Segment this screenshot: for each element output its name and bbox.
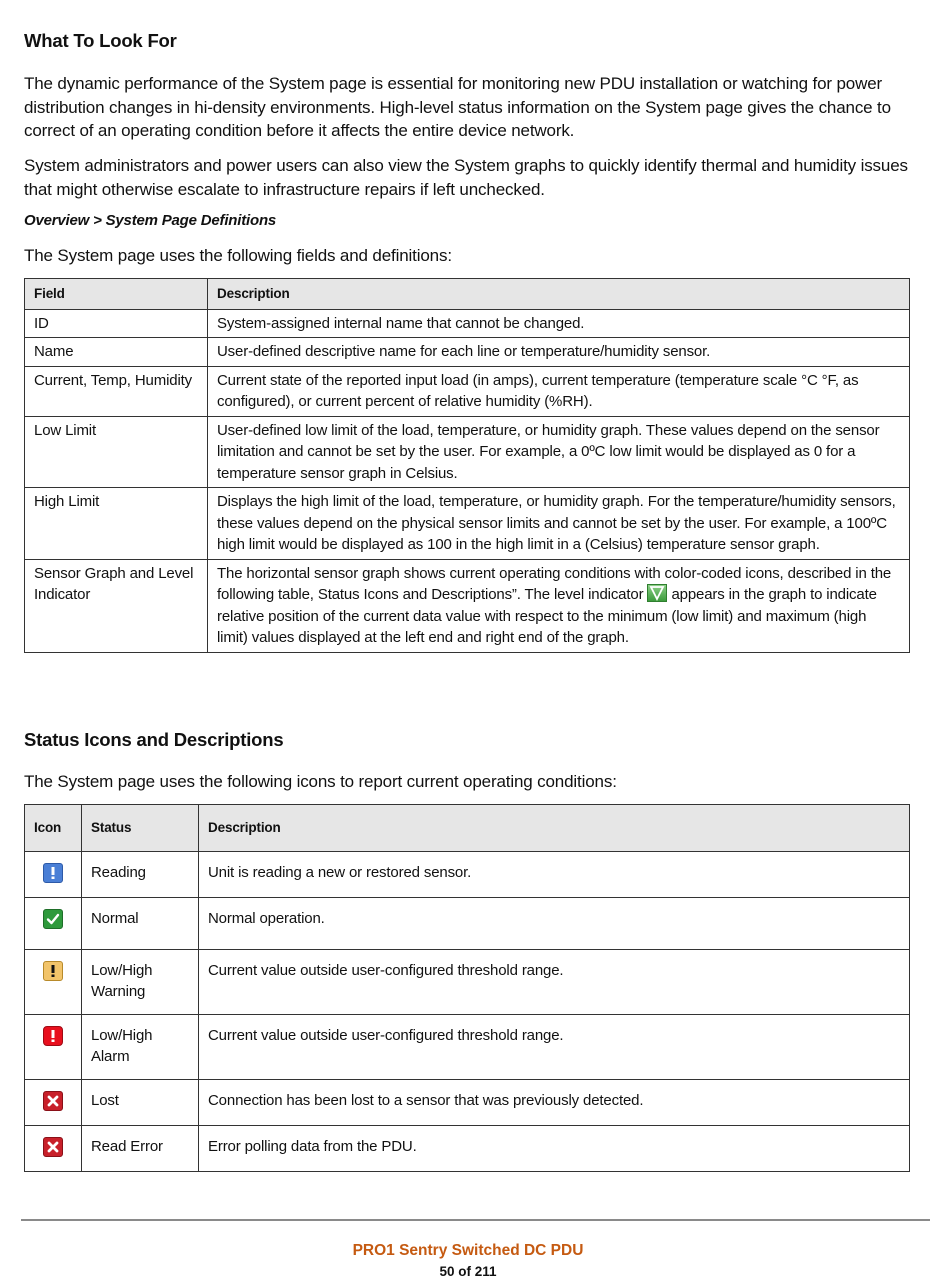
table-row <box>25 488 910 560</box>
description-cell <box>208 559 910 652</box>
footer-document-title: PRO1 Sentry Switched DC PDU <box>352 1242 584 1259</box>
icon-cell <box>25 1014 82 1079</box>
status-cell: Normal <box>82 897 199 949</box>
section-title-status-icons: Status Icons and Descriptions <box>24 729 284 750</box>
header-description: Description <box>208 279 910 310</box>
section-title-what-to-look-for: What To Look For <box>24 30 177 51</box>
description-cell: Error polling data from the PDU. <box>199 1125 910 1171</box>
check-icon <box>43 909 63 929</box>
table-row <box>25 897 910 949</box>
table-row <box>25 949 910 1014</box>
table-row <box>25 338 910 367</box>
description-cell: System-assigned internal name that cannot be changed. <box>208 309 910 338</box>
level-indicator-icon <box>647 584 667 602</box>
table-row <box>25 366 910 416</box>
warning-exclamation-icon <box>43 961 63 981</box>
description-text-after-icon: appears in the graph to indicate relative position of the current data value with respect to the minimum (low limit) and maximum (high limit) values displayed at the left end and right end of the graph. <box>217 586 877 646</box>
description-cell: Connection has been lost to a sensor that was previously detected. <box>199 1079 910 1125</box>
status-intro: The System page uses the following icons to report current operating conditions: <box>24 772 617 791</box>
icon-cell <box>25 897 82 949</box>
header-field: Field <box>25 279 208 310</box>
description-cell: User-defined low limit of the load, temperature, or humidity graph. These values depend on the sensor limitation and cannot be set by the user. For example, a 0ºC low limit would be displayed as 0 for a temperature sensor graph in Celsius. <box>208 416 910 488</box>
field-cell: Current, Temp, Humidity <box>25 366 208 416</box>
icon-cell <box>25 851 82 897</box>
footer-page-number: 50 of 211 <box>439 1264 497 1279</box>
description-cell: Current value outside user-configured threshold range. <box>199 1014 910 1079</box>
field-cell: Low Limit <box>25 416 208 488</box>
status-cell: Lost <box>82 1079 199 1125</box>
header-status: Status <box>82 805 199 852</box>
status-cell: Reading <box>82 851 199 897</box>
description-cell: Unit is reading a new or restored sensor. <box>199 851 910 897</box>
description-text-before-icon: The horizontal sensor graph shows current operating conditions with color-coded icons, described in the following table, Status Icons and Descriptions”. The level indicator <box>217 564 892 603</box>
status-cell: Low/High Warning <box>82 949 199 1014</box>
icon-cell <box>25 1079 82 1125</box>
description-cell: Current value outside user-configured threshold range. <box>199 949 910 1014</box>
header-icon: Icon <box>25 805 82 852</box>
table-row <box>25 1125 910 1171</box>
definitions-table <box>24 278 910 653</box>
paragraph-dynamic-performance: The dynamic performance of the System page is essential for monitoring new PDU installation or watching for power distribution changes in hi-density environments. High-level status information on the System page gives the chance to correct of an operating condition before it affects the entire device network. <box>24 74 891 140</box>
icon-cell <box>25 949 82 1014</box>
header-description: Description <box>199 805 910 852</box>
status-cell: Read Error <box>82 1125 199 1171</box>
table-row <box>25 851 910 897</box>
table-row <box>25 559 910 652</box>
definitions-intro: The System page uses the following fields and definitions: <box>24 246 452 265</box>
description-cell: User-defined descriptive name for each line or temperature/humidity sensor. <box>208 338 910 367</box>
table-row <box>25 309 910 338</box>
status-header-row <box>25 805 910 852</box>
definitions-header-row <box>25 279 910 310</box>
footer-divider <box>21 1219 930 1221</box>
alarm-exclamation-icon <box>43 1026 63 1046</box>
field-cell: ID <box>25 309 208 338</box>
status-icons-table <box>24 804 910 1172</box>
description-cell: Normal operation. <box>199 897 910 949</box>
icon-cell <box>25 1125 82 1171</box>
table-row <box>25 1079 910 1125</box>
paragraph-system-administrators: System administrators and power users can also view the System graphs to quickly identify thermal and humidity issues that might otherwise escalate to infrastructure repairs if left unchecked. <box>24 156 908 199</box>
field-cell: Name <box>25 338 208 367</box>
info-exclamation-icon <box>43 863 63 883</box>
description-cell: Displays the high limit of the load, temperature, or humidity graph. For the temperature/humidity sensors, these values depend on the physical sensor limits and cannot be set by the user. For example, a 100ºC high limit would be displayed as 100 in the high limit in a (Celsius) temperature sensor graph. <box>208 488 910 560</box>
status-cell: Low/High Alarm <box>82 1014 199 1079</box>
table-row <box>25 416 910 488</box>
description-cell: Current state of the reported input load (in amps), current temperature (temperature scale °C °F, as configured), or current percent of relative humidity (%RH). <box>208 366 910 416</box>
x-icon <box>43 1091 63 1111</box>
table-row <box>25 1014 910 1079</box>
field-cell: High Limit <box>25 488 208 560</box>
subheading-system-page-definitions: Overview > System Page Definitions <box>24 212 277 229</box>
x-icon <box>43 1137 63 1157</box>
field-cell: Sensor Graph and Level Indicator <box>25 559 208 652</box>
